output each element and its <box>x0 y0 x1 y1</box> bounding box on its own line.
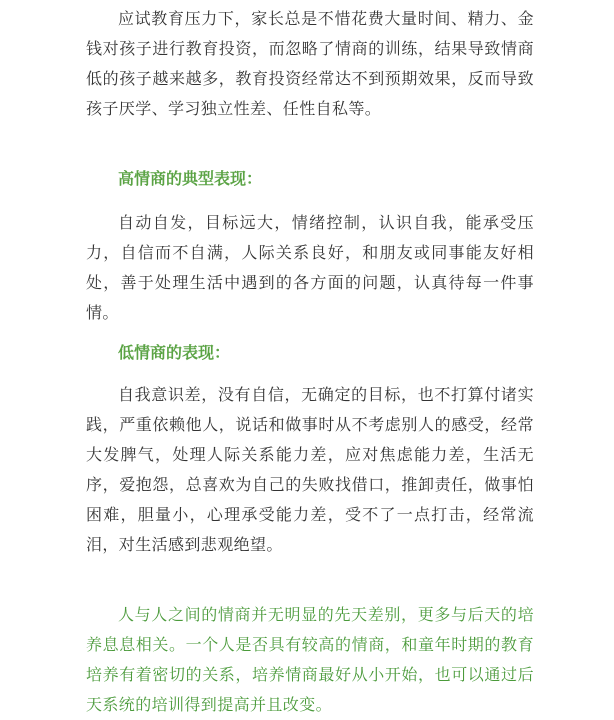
article-body <box>86 0 534 720</box>
low-eq-heading: 低情商的表现： <box>118 343 231 362</box>
intro-paragraph: 应试教育压力下，家长总是不惜花费大量时间、精力、金钱对孩子进行教育投资，而忽略了情商的训练，结果导致情商低的孩子越来越多，教育投资经常达不到预期效果，反而导致孩子厌学、学习独立性差、任性自私等。 <box>86 9 534 118</box>
low-eq-paragraph: 自我意识差，没有自信，无确定的目标，也不打算付诸实践，严重依赖他人，说话和做事时从不考虑别人的感受，经常大发脾气，处理人际关系能力差，应对焦虑能力差，生活无序，爱抱怨，总喜欢为自己的失败找借口，推卸责任，做事怕困难，胆量小，心理承受能力差，受不了一点打击，经常流泪，对生活感到悲观绝望。 <box>86 385 534 554</box>
high-eq-paragraph: 自动自发，目标远大，情绪控制，认识自我，能承受压力，自信而不自满，人际关系良好，和朋友或同事能友好相处，善于处理生活中遇到的各方面的问题，认真待每一件事情。 <box>86 213 534 322</box>
summary-paragraph: 人与人之间的情商并无明显的先天差别，更多与后天的培养息息相关。一个人是否具有较高的情商，和童年时期的教育培养有着密切的关系，培养情商最好从小开始，也可以通过后天系统的培训得到提高并且改变。 <box>86 605 534 714</box>
high-eq-heading: 高情商的典型表现： <box>118 169 263 188</box>
